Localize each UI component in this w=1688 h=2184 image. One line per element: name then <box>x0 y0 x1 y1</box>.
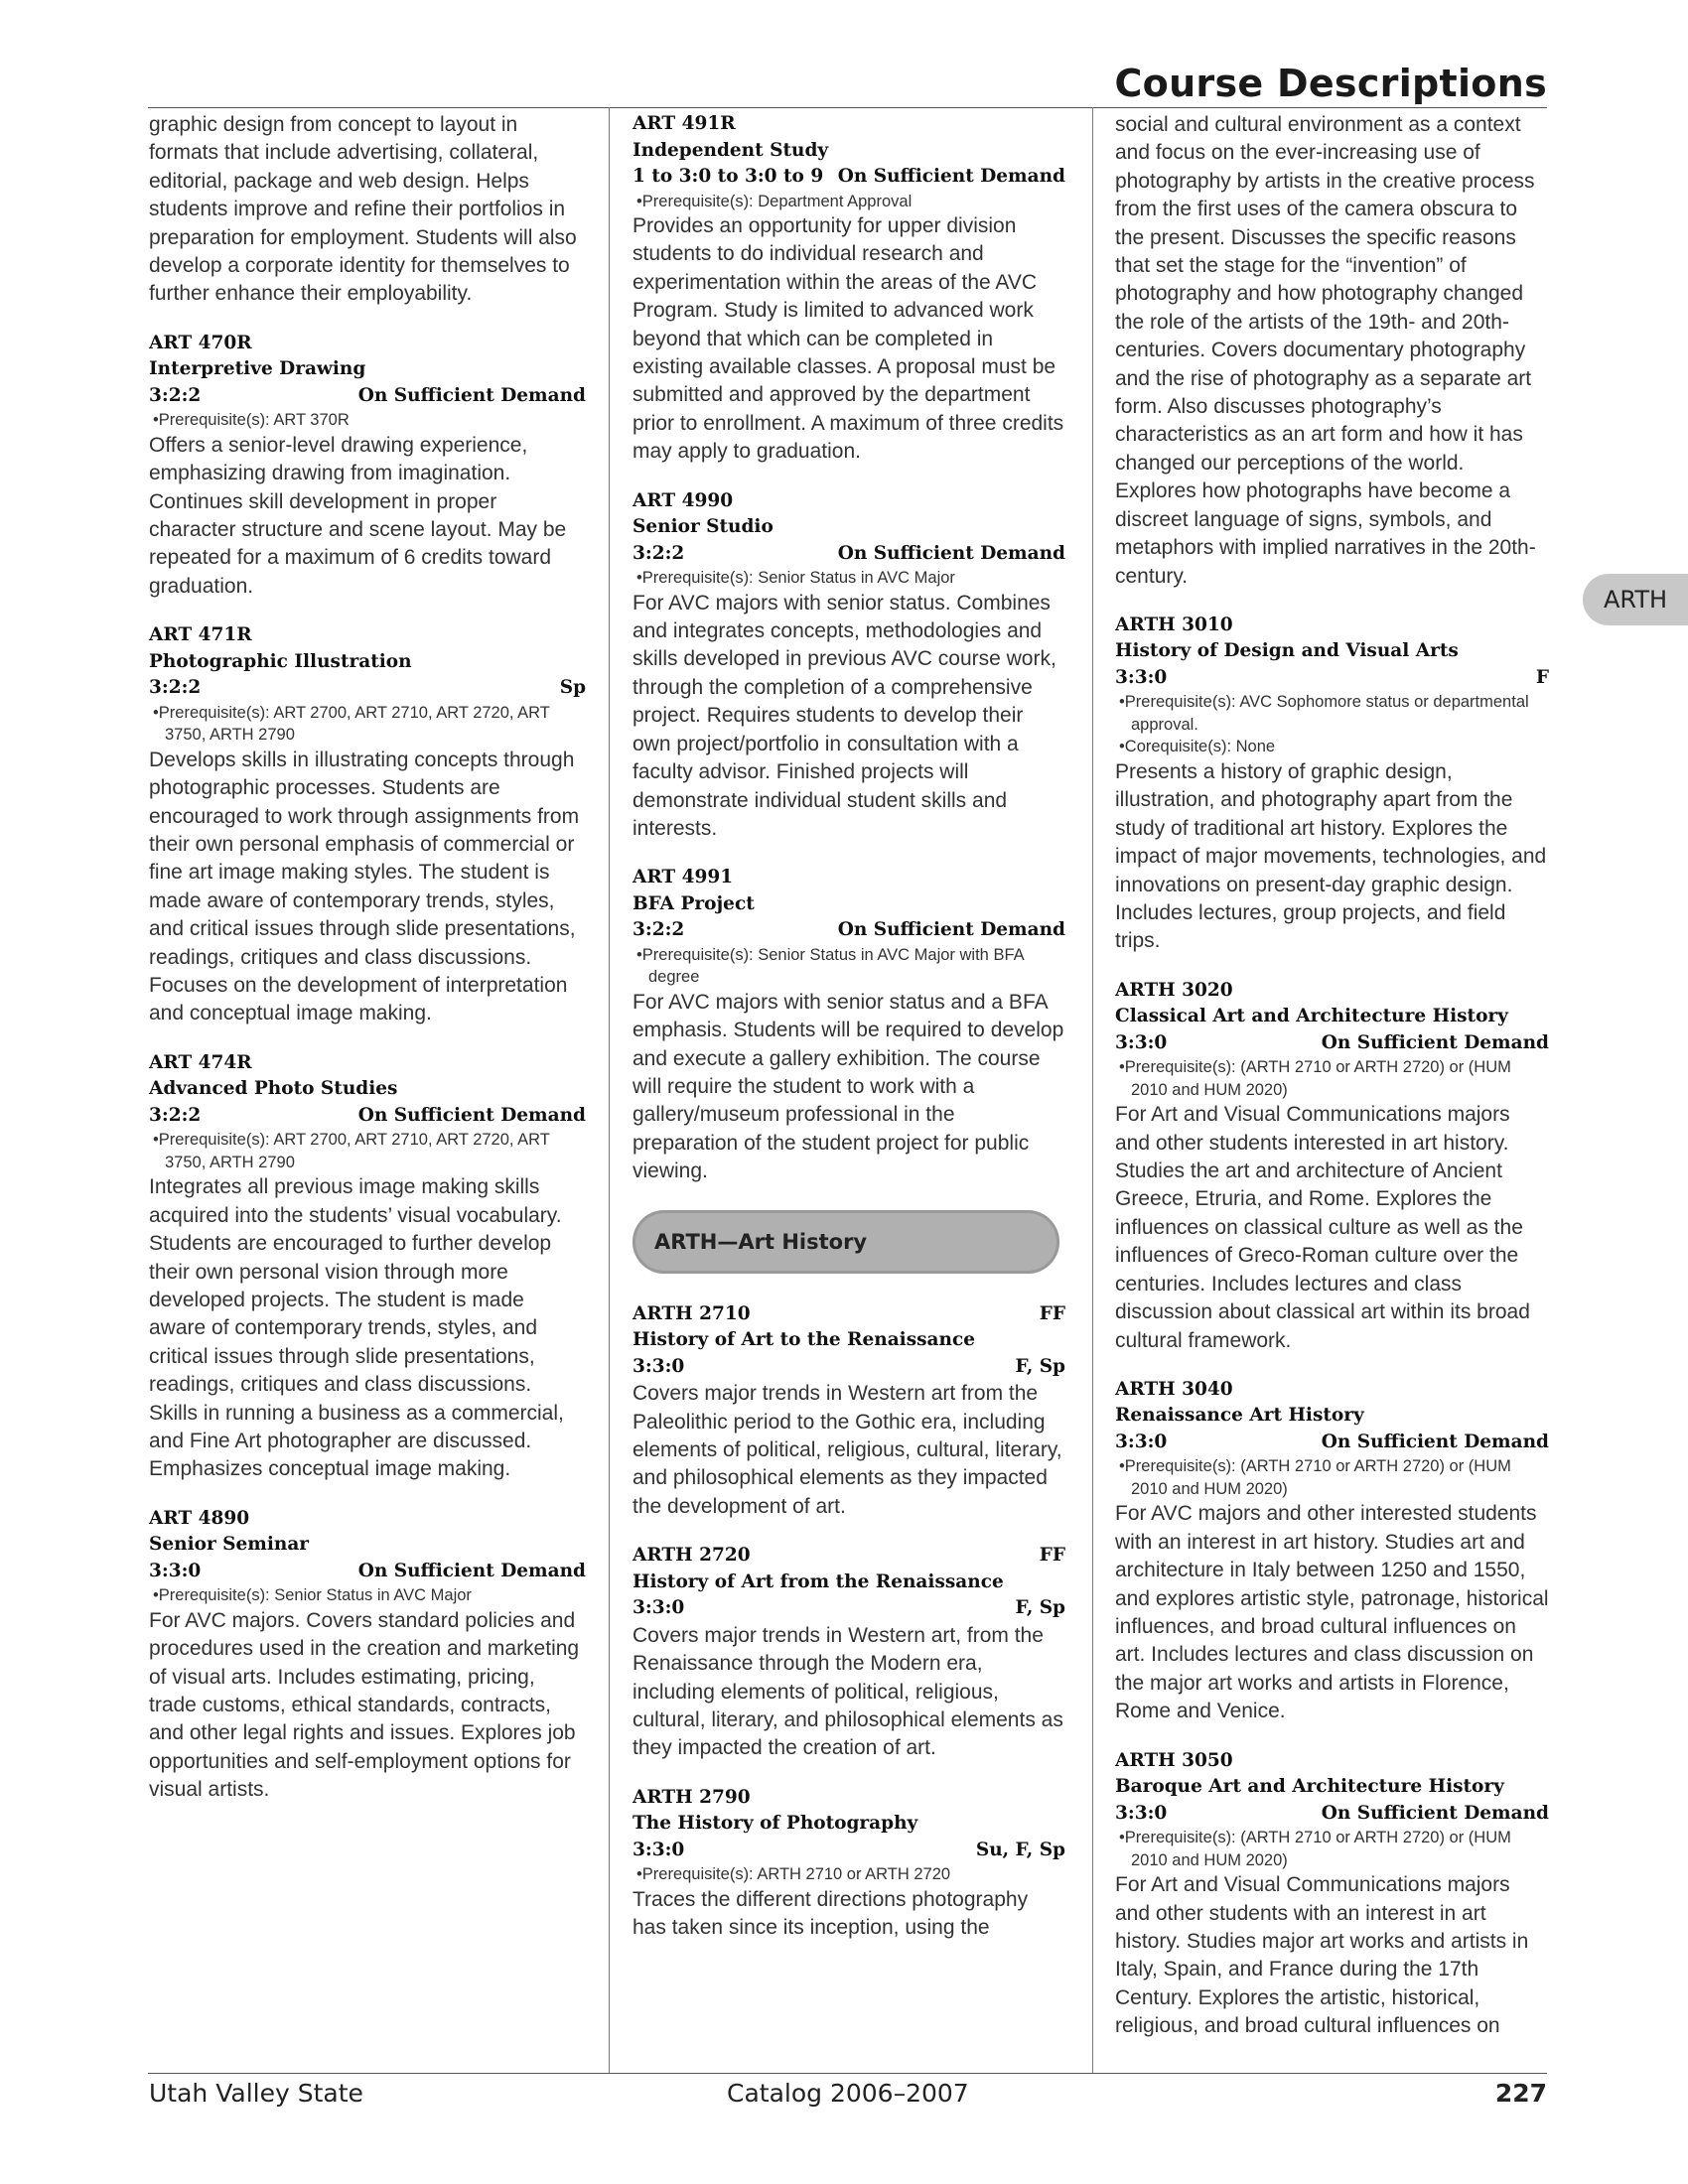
course-offered: On Sufficient Demand <box>1321 1031 1549 1053</box>
course-code: ART 4890 <box>149 1507 250 1529</box>
course-title: BFA Project <box>633 892 755 914</box>
course-code: ARTH 3010 <box>1115 614 1233 635</box>
course-entry <box>633 488 1065 844</box>
course-meta <box>633 1595 1065 1622</box>
course-description: Provides an opportunity for upper division students to do individual research and experimentation within the areas of the AVC Program. Study is limited to advanced work beyond that which can be completed in existing available classes. A proposal must be submitted and approved by the department prior to enrollment. A maximum of three credits may apply to graduation. <box>633 214 1064 464</box>
course-offered: F, Sp <box>1015 1597 1065 1619</box>
course-code: ART 4990 <box>633 489 734 511</box>
course-meta <box>633 541 1065 568</box>
course-code-row <box>633 1301 1065 1328</box>
course-meta <box>149 383 586 410</box>
course-entry <box>149 1050 586 1484</box>
course-entry <box>633 1301 1065 1522</box>
course-description: Offers a senior-level drawing experience, emphasizing drawing from imagination. Continues skill development in proper character structure and scene layout. May be repeated for a maximum of 6 credits toward graduation. <box>149 433 567 598</box>
course-description: For Art and Visual Communications majors and other students with an interest in art history. Studies major art works and artists in Italy, Spain, and France during the 17th Century. Explores the artistic, historical, religious, and broad cultural influences on <box>1115 1873 1529 2038</box>
course-entry <box>1115 1748 1549 2041</box>
course-title: Baroque Art and Architecture History <box>1115 1776 1504 1798</box>
course-credits: 3:2:2 <box>633 919 685 941</box>
course-prereq: •Prerequisite(s): ART 2700, ART 2710, ART 2720, ART 3750, ARTH 2790 <box>153 703 550 745</box>
footer-institution: Utah Valley State <box>149 2079 363 2108</box>
course-credits: 3:3:0 <box>633 1839 685 1860</box>
course-description: Develops skills in illustrating concepts through photographic processes. Students are encouraged to work through assignments from their own personal emphasis of commercial or fine art image making styles. The student is made aware of contemporary trends, styles, and critical issues through slide presentations, readings, critiques and class discussions. Focuses on the development of interpretation and conceptual image making. <box>149 748 580 1025</box>
course-offered: Sp <box>559 677 586 699</box>
course-description: For AVC majors with senior status and a BFA emphasis. Students will be required to develop and execute a gallery exhibition. The course will require the student to work with a gallery/museum professional in the preparation of the student project for public viewing. <box>633 990 1064 1183</box>
course-credits: 3:2:2 <box>149 384 202 406</box>
course-entry <box>633 111 1065 467</box>
course-title: The History of Photography <box>633 1813 918 1835</box>
course-title: Advanced Photo Studies <box>149 1078 398 1100</box>
column-divider-1 <box>609 107 610 2073</box>
course-code-tag: FF <box>1039 1302 1065 1324</box>
column-3 <box>1115 111 1549 2041</box>
course-offered: F, Sp <box>1015 1355 1065 1377</box>
course-title: History of Design and Visual Arts <box>1115 640 1459 662</box>
page-title: Course Descriptions <box>1114 62 1547 105</box>
course-description: Integrates all previous image making skills acquired into the students’ visual vocabulary. Students are encouraged to further develop their own personal vision through more developed projects. The student is made aware of contemporary trends, styles, and critical issues through slide presentations, readings, critiques and class discussions. Skills in running a business as a commercial, and Fine Art photographer are discussed. Emphasizes conceptual image making. <box>149 1175 564 1481</box>
course-entry <box>1115 1377 1549 1726</box>
course-title: History of Art from the Renaissance <box>633 1570 1004 1592</box>
course-code-tag: FF <box>1039 1545 1065 1567</box>
course-offered: On Sufficient Demand <box>837 542 1065 564</box>
course-meta <box>149 675 586 702</box>
course-title: Renaissance Art History <box>1115 1405 1364 1427</box>
course-entry <box>633 1543 1065 1763</box>
course-code: ART 4991 <box>633 867 734 888</box>
course-description: For AVC majors with senior status. Combines and integrates concepts, methodologies and skills developed in previous AVC course work, through the completion of a comprehensive project. Requires students to develop their own project/portfolio in consultation with a faculty advisor. Finished projects will demonstrate individual student skills and interests. <box>633 591 1056 840</box>
course-credits: 3:2:2 <box>633 542 685 564</box>
course-meta <box>149 1559 586 1585</box>
course-description: For AVC majors. Covers standard policies and procedures used in the creation and marketing of visual arts. Includes estimating, pricing, trade customs, ethical standards, contracts, and other legal rights and issues. Explores job opportunities and self-employment options for visual artists. <box>149 1608 580 1802</box>
course-offered: F <box>1535 666 1549 688</box>
course-credits: 3:3:0 <box>149 1560 202 1581</box>
course-offered: On Sufficient Demand <box>357 1104 586 1126</box>
course-credits: 3:3:0 <box>633 1355 685 1377</box>
course-coreq: •Corequisite(s): None <box>1119 738 1276 756</box>
course-entry <box>149 622 586 1028</box>
section-tab-arth: ARTH <box>1583 574 1688 625</box>
course-offered: On Sufficient Demand <box>1321 1802 1549 1824</box>
course-offered: On Sufficient Demand <box>837 166 1065 187</box>
course-description: Presents a history of graphic design, illustration, and photography apart from the study of traditional art history. Explores the impact of major movements, technologies, and innovations on present-day graphic design. Includes lectures, group projects, and field trips. <box>1115 759 1547 953</box>
column-2 <box>633 111 1065 1943</box>
course-meta <box>633 1838 1065 1864</box>
course-credits: 1 to 3:0 to 3:0 to 9 <box>633 166 824 187</box>
course-code: ARTH 2710 <box>633 1302 751 1324</box>
course-meta <box>1115 1801 1549 1828</box>
course-prereq: •Prerequisite(s): ARTH 2710 or ARTH 2720 <box>636 1865 951 1884</box>
course-credits: 3:3:0 <box>1115 1802 1168 1824</box>
course-title: Independent Study <box>633 139 829 161</box>
course-meta <box>1115 1430 1549 1456</box>
continued-text: social and cultural environment as a context and focus on the ever-increasing use of photography by artists in the creative process from the first uses of the camera obscura to the present. Discusses the specific reasons that set the stage for the “invention” of photography and how photography changed the role of the artists of the 19th- and 20th-centuries. Covers documentary photography and the rise of photography as a separate art form. Also discusses photography’s characteristics as an art form and how it has changed our perceptions of the world. Explores how photographs have become a discreet language of signs, symbols, and metaphors with implied narratives in the 20th-century. <box>1115 113 1536 588</box>
course-meta <box>149 1103 586 1130</box>
course-offered: Su, F, Sp <box>975 1839 1065 1860</box>
course-meta <box>633 1354 1065 1381</box>
course-credits: 3:3:0 <box>1115 1031 1168 1053</box>
course-prereq: •Prerequisite(s): ART 2700, ART 2710, ART 2720, ART 3750, ARTH 2790 <box>153 1131 550 1171</box>
course-credits: 3:3:0 <box>1115 1431 1168 1452</box>
header-rule <box>148 107 1547 108</box>
course-code: ART 470R <box>149 332 252 353</box>
course-description: For Art and Visual Communications majors and other students interested in art history. Studies the art and architecture of Ancient Greece, Etruria, and Rome. Explores the influences on classical culture as well as the influences of Greco-Roman culture over the centuries. Includes lectures and class discussion about classical art within its broad cultural framework. <box>1115 1103 1530 1352</box>
course-prereq: •Prerequisite(s): (ARTH 2710 or ARTH 2720) or (HUM 2010 and HUM 2020) <box>1119 1058 1511 1099</box>
section-banner-art-history: ARTH—Art History <box>633 1210 1059 1274</box>
course-description: Covers major trends in Western art, from the Renaissance through the Modern era, including elements of political, religious, cultural, literary, and philosophical elements as they impacted the creation of art. <box>633 1623 1063 1760</box>
course-prereq: •Prerequisite(s): (ARTH 2710 or ARTH 2720) or (HUM 2010 and HUM 2020) <box>1119 1829 1511 1869</box>
course-prereq: •Prerequisite(s): Department Approval <box>636 192 913 210</box>
course-credits: 3:2:2 <box>149 677 202 699</box>
course-title: Photographic Illustration <box>149 650 412 672</box>
course-code: ARTH 3040 <box>1115 1378 1233 1400</box>
course-entry <box>633 1785 1065 1943</box>
course-prereq: •Prerequisite(s): Senior Status in AVC Major <box>636 569 955 588</box>
course-prereq: •Prerequisite(s): Senior Status in AVC Major with BFA degree <box>636 945 1024 987</box>
footer-catalog-year: Catalog 2006–2007 <box>727 2079 969 2108</box>
course-title: Interpretive Drawing <box>149 358 366 380</box>
course-prereq: •Prerequisite(s): Senior Status in AVC Major <box>153 1586 472 1605</box>
course-title: History of Art to the Renaissance <box>633 1329 976 1351</box>
course-description: Covers major trends in Western art from the Paleolithic period to the Gothic era, including elements of political, religious, cultural, literary, and philosophical elements as they impacted the development of art. <box>633 1382 1062 1518</box>
course-offered: On Sufficient Demand <box>357 384 586 406</box>
course-credits: 3:3:0 <box>1115 666 1168 688</box>
course-title: Senior Seminar <box>149 1534 310 1556</box>
course-entry <box>149 331 586 601</box>
course-title: Classical Art and Architecture History <box>1115 1006 1508 1027</box>
continued-text: graphic design from concept to layout in formats that include advertising, collateral, editorial, package and web design. Helps students improve and refine their portfolios in preparation for employment. Students will also develop a corporate identity for themselves to further enhance their employability. <box>149 113 577 306</box>
course-meta <box>1115 1030 1549 1057</box>
course-entry <box>1115 613 1549 956</box>
course-entry <box>1115 978 1549 1355</box>
course-meta <box>1115 665 1549 692</box>
course-meta <box>633 917 1065 944</box>
course-entry <box>149 1506 586 1805</box>
course-offered: On Sufficient Demand <box>357 1560 586 1581</box>
course-credits: 3:2:2 <box>149 1104 202 1126</box>
course-meta <box>633 164 1065 191</box>
course-entry <box>633 865 1065 1185</box>
course-offered: On Sufficient Demand <box>837 919 1065 941</box>
course-code: ART 471R <box>149 624 252 646</box>
course-code: ARTH 2790 <box>633 1786 751 1808</box>
course-offered: On Sufficient Demand <box>1321 1431 1549 1452</box>
course-code: ARTH 3050 <box>1115 1749 1233 1771</box>
course-code: ARTH 3020 <box>1115 979 1233 1001</box>
course-credits: 3:3:0 <box>633 1597 685 1619</box>
course-prereq: •Prerequisite(s): AVC Sophomore status or departmental approval. <box>1119 693 1529 734</box>
course-prereq: •Prerequisite(s): ART 370R <box>153 411 350 430</box>
course-description: For AVC majors and other interested students with an interest in art history. Studies art and architecture in Italy between 1250 and 1550, and explores artistic style, patronage, historical influences, and broad cultural influences on art. Includes lectures and class discussion on the major art works and artists in Florence, Rome and Venice. <box>1115 1502 1549 1723</box>
course-code-row <box>633 1543 1065 1570</box>
page-number: 227 <box>1494 2079 1547 2108</box>
course-code: ART 474R <box>149 1051 252 1073</box>
course-title: Senior Studio <box>633 516 774 538</box>
course-prereq: •Prerequisite(s): (ARTH 2710 or ARTH 2720) or (HUM 2010 and HUM 2020) <box>1119 1457 1511 1498</box>
course-code: ARTH 2720 <box>633 1545 751 1567</box>
column-1 <box>149 111 586 1805</box>
footer-rule <box>148 2073 1547 2074</box>
column-divider-2 <box>1092 107 1093 2073</box>
course-code: ART 491R <box>633 113 736 134</box>
course-description: Traces the different directions photography has taken since its inception, using the <box>633 1887 1029 1940</box>
